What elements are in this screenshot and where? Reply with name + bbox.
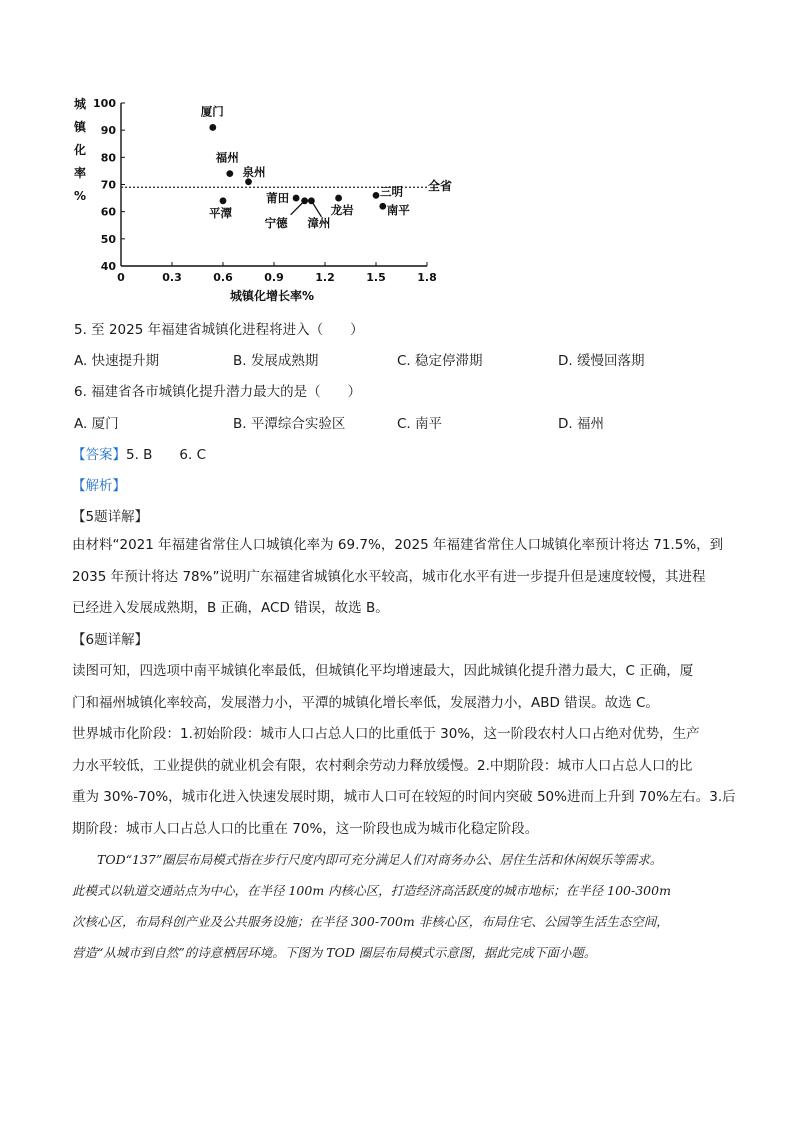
tod-material-paragraph xyxy=(72,844,732,968)
data-point-龙岩 xyxy=(335,195,342,202)
data-point-宁德 xyxy=(301,197,308,204)
question-6-option-c[interactable]: C. 南平 xyxy=(397,416,443,432)
data-label-漳州: 漳州 xyxy=(307,215,331,230)
question-5-option-a[interactable]: A. 快速提升期 xyxy=(74,353,160,369)
question-5-option-c[interactable]: C. 稳定停滞期 xyxy=(397,353,483,369)
y-tick-label: 100 xyxy=(93,97,116,110)
x-tick-label: 0 xyxy=(117,271,125,284)
answer-label: 【答案】 xyxy=(72,447,126,463)
detail-5-paragraph xyxy=(72,530,722,625)
x-axis-label: 城镇化增长率% xyxy=(229,289,315,303)
question-5-option-b[interactable]: B. 发展成熟期 xyxy=(233,353,319,369)
y-axis-label-char: % xyxy=(73,189,87,203)
detail-5-line: 已经进入发展成熟期，B 正确，ACD 错误，故选 B。 xyxy=(72,600,389,616)
data-point-平潭 xyxy=(220,197,227,204)
data-point-三明 xyxy=(373,192,380,199)
x-tick-label: 1.2 xyxy=(315,271,335,284)
y-axis-label-char: 城 xyxy=(73,97,87,111)
tod-line: TOD“137”圈层布局模式指在步行尺度内即可充分满足人们对商务办公、居住生活和休闲娱乐等需求。 xyxy=(72,852,663,867)
detail-5-title: 【5题详解】 xyxy=(72,509,149,525)
tod-line: 营造“从城市到自然”的诗意栖居环境。下图为 TOD 圈层布局模式示意图，据此完成下面小题。 xyxy=(72,945,597,960)
y-tick-label: 50 xyxy=(100,232,116,246)
x-tick-label: 0.6 xyxy=(213,271,233,284)
data-label-莆田: 莆田 xyxy=(266,191,290,206)
chart-canvas xyxy=(60,88,460,308)
data-point-莆田 xyxy=(293,195,300,202)
detail-6-paragraph xyxy=(72,656,736,845)
tod-line: 次核心区，布局科创产业及公共服务设施；在半径 300-700m 非核心区，布局住宅、公园等生活生态空间， xyxy=(72,914,669,929)
detail-6-line: 读图可知，四选项中南平城镇化率最低，但城镇化平均增速最大，因此城镇化提升潜力最大，C 正确，厦 xyxy=(72,663,694,679)
detail-6-line: 力水平较低，工业提供的就业机会有限，农村剩余劳动力释放缓慢。2.中期阶段：城市人口占总人口的比 xyxy=(72,757,693,774)
detail-5-line: 由材料“2021 年福建省常住人口城镇化率为 69.7%，2025 年福建省常住人口城镇化率预计将达 71.5%，到 xyxy=(72,537,724,553)
question-6-option-d[interactable]: D. 福州 xyxy=(558,416,604,432)
data-point-厦门 xyxy=(209,124,216,131)
urbanization-scatter-chart xyxy=(60,88,460,308)
answer-value: 5. B 6. C xyxy=(126,447,207,463)
province-average-label: 全省 xyxy=(428,179,453,194)
x-tick-label: 1.8 xyxy=(417,271,437,284)
data-point-泉州 xyxy=(245,178,252,185)
question-6-option-b[interactable]: B. 平潭综合实验区 xyxy=(233,416,346,432)
question-5-stem: 5. 至 2025 年福建省城镇化进程将进入（ ） xyxy=(74,322,364,338)
data-point-福州 xyxy=(226,170,233,177)
y-tick-label: 80 xyxy=(100,151,116,165)
x-tick-label: 0.3 xyxy=(162,271,182,284)
data-label-南平: 南平 xyxy=(386,203,410,218)
question-6-option-a[interactable]: A. 厦门 xyxy=(74,416,119,432)
y-tick-label: 90 xyxy=(100,124,116,138)
y-tick-label: 40 xyxy=(100,260,116,273)
detail-5-line: 2035 年预计将达 78%”说明广东福建省城镇化水平较高，城市化水平有进一步提升但是速度较慢，其进程 xyxy=(72,568,706,585)
detail-6-line: 世界城市化阶段：1.初始阶段：城市人口占总人口的比重低于 30%，这一阶段农村人口占绝对优势，生产 xyxy=(72,726,700,742)
y-axis-label-char: 化 xyxy=(73,143,87,157)
data-point-漳州 xyxy=(308,197,315,204)
data-label-福州: 福州 xyxy=(215,150,239,165)
question-5-option-d[interactable]: D. 缓慢回落期 xyxy=(558,353,645,369)
data-label-宁德: 宁德 xyxy=(264,215,288,230)
question-6-stem: 6. 福建省各市城镇化提升潜力最大的是（ ） xyxy=(74,384,362,400)
detail-6-line: 期阶段：城市人口占总人口的比重在 70%，这一阶段也成为城市化稳定阶段。 xyxy=(72,820,539,837)
tod-line: 此模式以轨道交通站点为中心，在半径 100m 内核心区，打造经济高活跃度的城市地标；在半径 100-300m xyxy=(72,883,671,898)
detail-6-line: 门和福州城镇化率较高，发展潜力小，平潭的城镇化增长率低，发展潜力小，ABD 错误。故选 C。 xyxy=(72,694,659,711)
detail-6-line: 重为 30%-70%，城市化进入快速发展时期，城市人口可在较短的时间内突破 50%进而上升到 70%左右。3.后 xyxy=(72,789,736,805)
data-point-南平 xyxy=(379,203,386,210)
data-label-平潭: 平潭 xyxy=(209,205,232,220)
data-label-厦门: 厦门 xyxy=(200,104,224,119)
data-label-泉州: 泉州 xyxy=(242,164,266,179)
y-tick-label: 60 xyxy=(100,205,116,219)
answer-line xyxy=(72,443,206,463)
x-tick-label: 1.5 xyxy=(366,271,386,284)
analysis-label: 【解析】 xyxy=(72,478,126,494)
detail-6-title: 【6题详解】 xyxy=(72,632,149,648)
y-axis-label-char: 率 xyxy=(73,166,87,180)
data-label-龙岩: 龙岩 xyxy=(330,203,354,218)
y-tick-label: 70 xyxy=(100,178,116,192)
data-label-三明: 三明 xyxy=(380,184,403,199)
x-tick-label: 0.9 xyxy=(264,271,284,284)
y-axis-label-char: 镇 xyxy=(73,120,87,134)
